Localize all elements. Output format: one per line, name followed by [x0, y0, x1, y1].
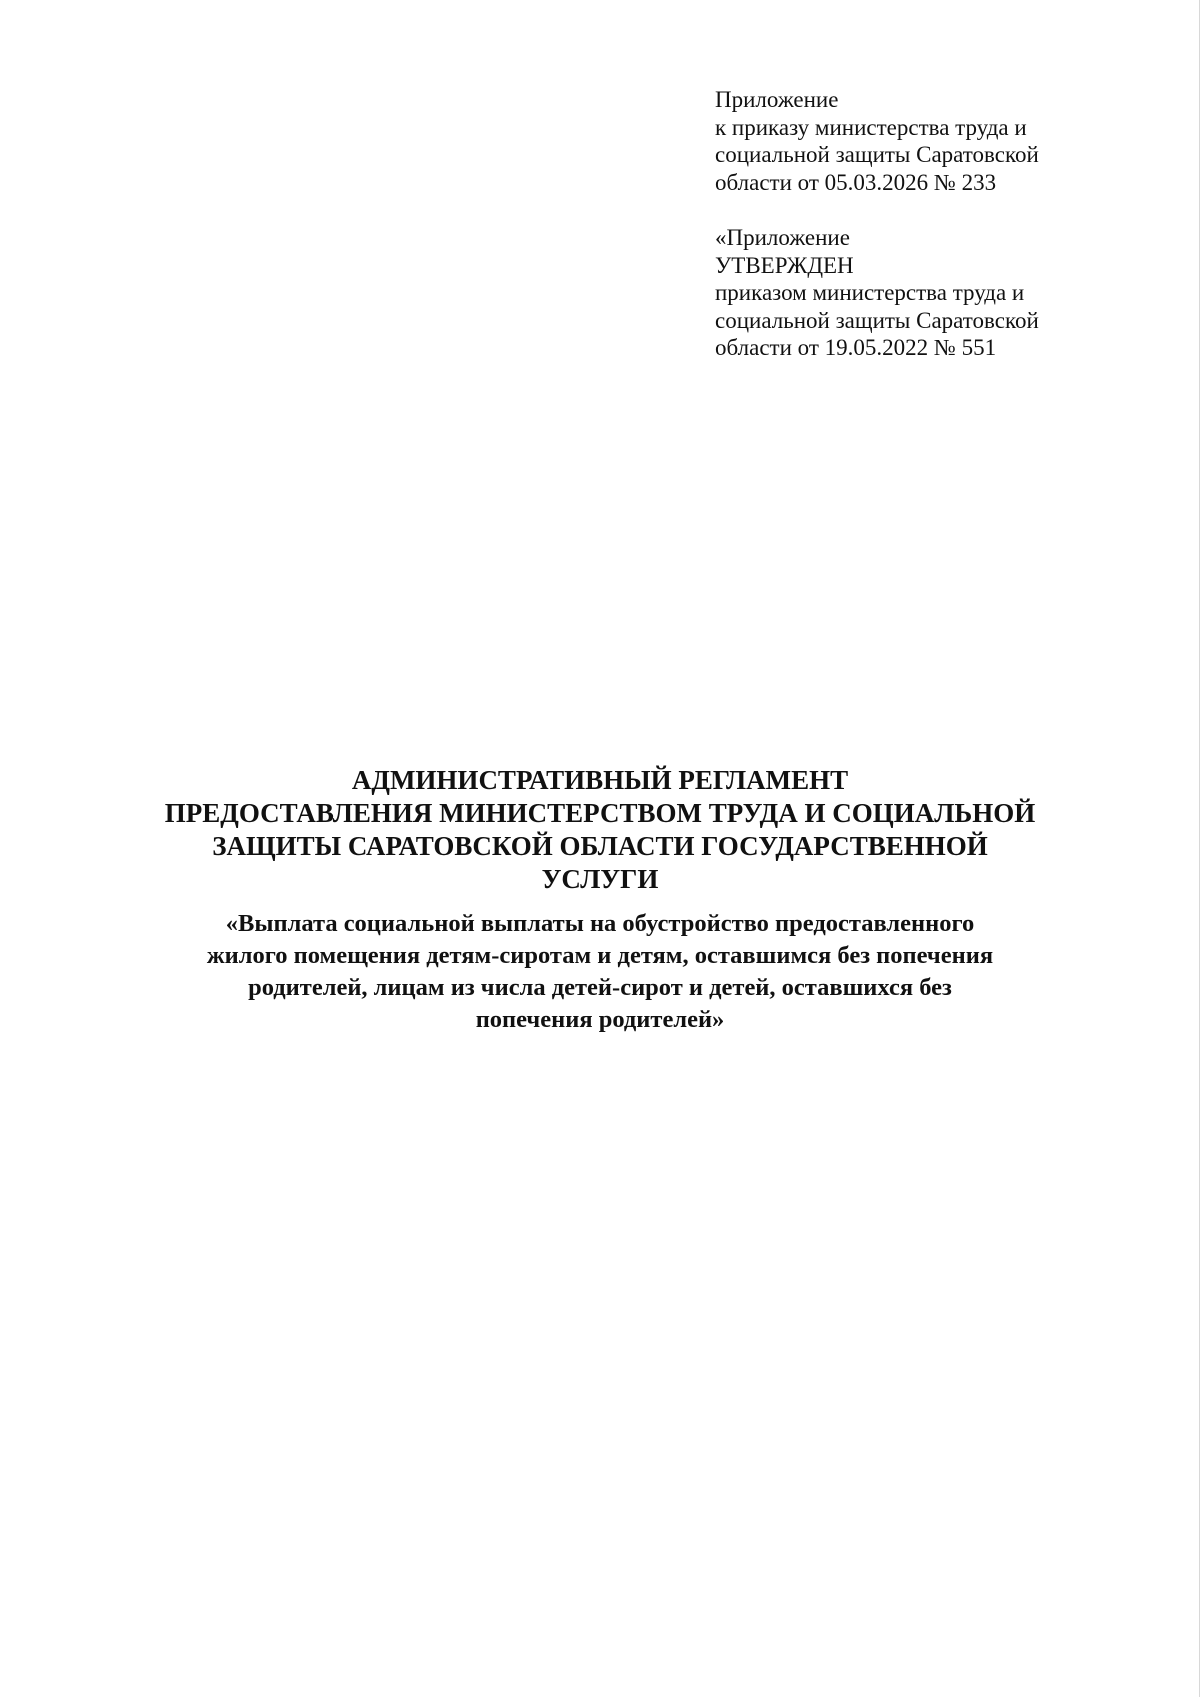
subtitle-line: жилого помещения детям-сиротам и детям, оставшимся без попечения — [206, 942, 994, 969]
annex-line: к приказу министерства труда и — [715, 114, 1027, 140]
title-line: ПРЕДОСТАВЛЕНИЯ МИНИСТЕРСТВОМ ТРУДА И СОЦИАЛЬНОЙ — [164, 798, 1036, 828]
document-title-block — [150, 764, 1050, 1036]
annex-line: социальной защиты Саратовской — [715, 142, 1039, 167]
subtitle-line: «Выплата социальной выплаты на обустройство предоставленного — [225, 910, 975, 937]
annex-line: Приложение — [715, 87, 839, 112]
annex-current-order — [715, 86, 1135, 196]
document-title — [150, 764, 1050, 896]
annex-line: УТВЕРЖДЕН — [715, 252, 854, 278]
title-line: АДМИНИСТРАТИВНЫЙ РЕГЛАМЕНТ — [351, 765, 849, 795]
annex-line: области от 19.05.2022 № 551 — [715, 335, 997, 360]
annex-line: социальной защиты Саратовской — [715, 307, 1039, 333]
annex-line: приказом министерства труда и — [715, 280, 1025, 305]
title-line: УСЛУГИ — [541, 864, 659, 894]
annex-header — [715, 86, 1135, 362]
service-name — [150, 908, 1050, 1036]
subtitle-line: попечения родителей» — [475, 1006, 725, 1033]
annex-approved-order — [715, 224, 1135, 362]
annex-line: области от 05.03.2026 № 233 — [715, 169, 997, 195]
annex-line: «Приложение — [715, 225, 850, 250]
title-line: ЗАЩИТЫ САРАТОВСКОЙ ОБЛАСТИ ГОСУДАРСТВЕННОЙ — [212, 831, 988, 861]
subtitle-line: родителей, лицам из числа детей-сирот и детей, оставшихся без — [248, 974, 952, 1001]
